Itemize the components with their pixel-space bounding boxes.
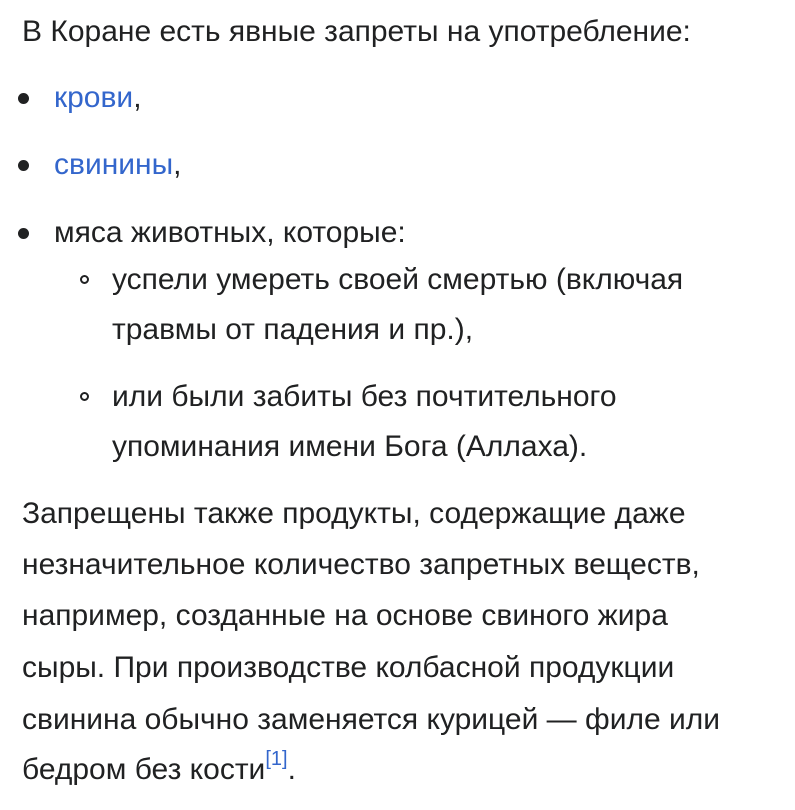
list-item-pork [54, 147, 182, 183]
paragraph-line: например, созданные на основе свиного жира [22, 599, 668, 632]
sublist-item-line: упоминания имени Бога (Аллаха). [112, 430, 588, 463]
bullet-dot [18, 160, 29, 171]
sublist-item-line: травмы от падения и пр.), [112, 313, 474, 346]
paragraph-line: Запрещены также продукты, содержащие даже [22, 497, 686, 530]
sub-bullet-circle [80, 275, 89, 284]
link-pork[interactable]: свинины [54, 148, 174, 181]
list-item-meat: мяса животных, которые: [54, 216, 406, 249]
bullet-dot [18, 228, 29, 239]
paragraph-line: сыры. При производстве колбасной продукции [22, 651, 675, 684]
paragraph-last-line [22, 748, 296, 788]
paragraph-line: незначительное количество запретных веществ, [22, 548, 700, 581]
paragraph-end: . [287, 753, 296, 786]
sublist-item-line: успели умереть своей смертью (включая [112, 263, 684, 296]
reference-link[interactable]: [1] [265, 748, 288, 770]
intro-text: В Коране есть явные запреты на употребление: [22, 15, 691, 48]
list-item-blood [54, 80, 142, 116]
sub-bullet-circle [80, 392, 89, 401]
link-blood[interactable]: крови [54, 81, 134, 114]
list-item-suffix: , [133, 81, 142, 114]
bullet-dot [18, 93, 29, 104]
paragraph-line: свинина обычно заменяется курицей — филе или [22, 703, 720, 736]
paragraph-line: бедром без кости [22, 753, 266, 786]
list-item-suffix: , [173, 148, 182, 181]
sublist-item-line: или были забиты без почтительного [112, 380, 617, 413]
